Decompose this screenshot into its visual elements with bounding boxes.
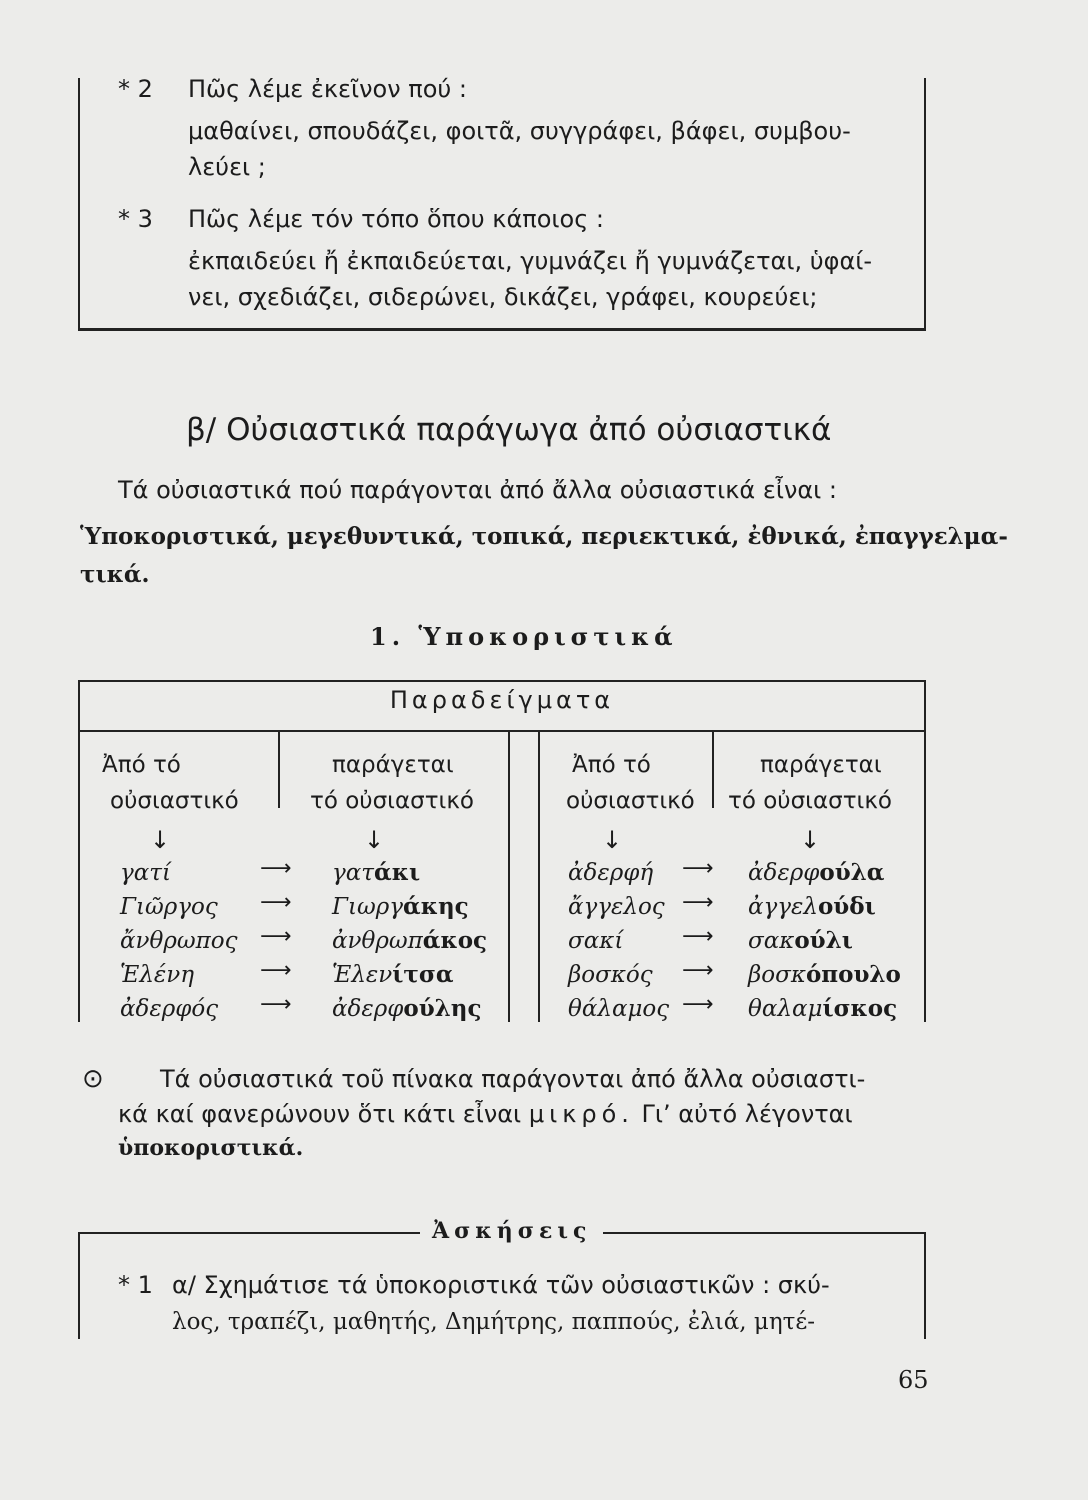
types-line2: τικά.	[80, 561, 150, 588]
left-base-4: ἀδερφός	[120, 996, 219, 1022]
right-arrow-icon: ⟶	[260, 924, 292, 949]
derived-stem: ἀνθρωπ	[332, 928, 423, 954]
derived-suffix: ούλης	[403, 995, 482, 1022]
q3-question: Πῶς λέμε τόν τόπο ὅπου κάποιος :	[188, 205, 605, 233]
header-divider	[80, 730, 924, 732]
derived-stem: θαλαμ	[748, 996, 823, 1022]
left-base-3: Ἑλένη	[120, 962, 195, 988]
down-arrow-icon: ↓	[602, 826, 623, 854]
derived-stem: βοσκ	[748, 962, 806, 988]
types-line1: Ὑποκοριστικά, μεγεθυντικά, τοπικά, περιεκτικά, ἐθνικά, ἐπαγγελμα-	[80, 523, 1008, 550]
derived-stem: ἀγγελ	[748, 894, 818, 920]
left-derived-0	[332, 856, 420, 890]
right-base-3: βοσκός	[568, 962, 653, 988]
derived-suffix: ίσκος	[822, 995, 898, 1022]
ex1-line2: λος, τραπέζι, μαθητής, Δημήτρης, παππούς, ἐλιά, μητέ-	[172, 1309, 816, 1335]
right-derived-1	[748, 890, 876, 924]
right-base-2: σακί	[568, 928, 624, 954]
down-arrow-icon: ↓	[364, 826, 385, 854]
right-arrow-icon: ⟶	[682, 890, 714, 915]
right-arrow-icon: ⟶	[260, 890, 292, 915]
page-number: 65	[898, 1366, 929, 1394]
left-derived-3	[332, 958, 454, 992]
right-arrow-icon: ⟶	[682, 992, 714, 1017]
right-col-from-2: οὐσιαστικό	[566, 788, 695, 814]
right-derived-4	[748, 992, 897, 1026]
derived-suffix: όπουλο	[805, 961, 901, 988]
col-divider-middle	[508, 730, 510, 1022]
right-derived-0	[748, 856, 885, 890]
right-arrow-icon: ⟶	[260, 992, 292, 1017]
right-base-1: ἄγγελος	[568, 894, 665, 920]
left-col-from-1: Ἀπό τό	[102, 752, 181, 778]
col-divider-right	[712, 730, 714, 808]
note-symbol-icon: ⊙	[82, 1064, 104, 1094]
note-line2	[118, 1097, 853, 1131]
down-arrow-icon: ↓	[800, 826, 821, 854]
note-line3: ὑποκοριστικά.	[118, 1135, 304, 1161]
right-derived-2	[748, 924, 853, 958]
derived-suffix: ούδι	[817, 893, 876, 920]
q3-number: * 3	[118, 205, 153, 233]
section-intro: Τά οὐσιαστικά πού παράγονται ἀπό ἄλλα οὐσιαστικά εἶναι :	[118, 476, 838, 504]
derived-suffix: άκος	[422, 927, 488, 954]
derived-stem: ἀδερφ	[748, 860, 820, 886]
left-base-0: γατί	[120, 860, 172, 886]
right-col-derived-2: τό οὐσιαστικό	[728, 788, 892, 814]
derived-stem: σακ	[748, 928, 795, 954]
exercises-title: Ἀσκήσεις	[420, 1218, 603, 1244]
note-line2-start: κά καί φανερώνουν ὅτι κάτι εἶναι	[118, 1100, 522, 1128]
subsection-title: 1. Ὑποκοριστικά	[370, 622, 678, 651]
right-base-0: ἀδερφή	[568, 860, 654, 886]
ex1-line1: α/ Σχημάτισε τά ὑποκοριστικά τῶν οὐσιαστικῶν : σκύ-	[172, 1271, 830, 1299]
derived-suffix: άκης	[403, 893, 469, 920]
left-col-from-2: οὐσιαστικό	[110, 788, 239, 814]
right-arrow-icon: ⟶	[682, 856, 714, 881]
left-col-derived-2: τό οὐσιαστικό	[310, 788, 474, 814]
right-base-4: θάλαμος	[568, 996, 670, 1022]
note-line2-end: Γι’ αὐτό λέγονται	[641, 1100, 853, 1128]
examples-table	[78, 680, 926, 1022]
section-title: β/ Οὐσιαστικά παράγωγα ἀπό οὐσιαστικά	[186, 412, 832, 448]
q2-number: * 2	[118, 75, 153, 103]
left-base-1: Γιῶργος	[120, 894, 218, 920]
note-line2-emphasis: μικρό.	[528, 1100, 634, 1128]
col-divider-middle-2	[538, 730, 540, 1022]
right-arrow-icon: ⟶	[682, 924, 714, 949]
right-col-derived-1: παράγεται	[760, 752, 882, 778]
right-derived-3	[748, 958, 901, 992]
derived-stem: Γιωργ	[332, 894, 403, 920]
q3-line2: ἐκπαιδεύει ἤ ἐκπαιδεύεται, γυμνάζει ἤ γυμνάζεται, ὑφαί-	[188, 247, 873, 275]
derived-suffix: ούλι	[794, 927, 853, 954]
note-line1: Τά οὐσιαστικά τοῦ πίνακα παράγονται ἀπό ἄλλα οὐσιαστι-	[160, 1065, 866, 1093]
q2-line2: μαθαίνει, σπουδάζει, φοιτᾶ, συγγράφει, βάφει, συμβου-	[188, 117, 851, 145]
derived-suffix: ούλα	[819, 859, 885, 886]
left-derived-4	[332, 992, 482, 1026]
left-derived-1	[332, 890, 469, 924]
left-base-2: ἄνθρωπος	[120, 928, 238, 954]
derived-suffix: ίτσα	[392, 961, 454, 988]
ex1-number: * 1	[118, 1271, 153, 1299]
derived-stem: Ἑλεν	[332, 962, 393, 988]
right-arrow-icon: ⟶	[260, 856, 292, 881]
right-col-from-1: Ἀπό τό	[572, 752, 651, 778]
right-arrow-icon: ⟶	[260, 958, 292, 983]
right-arrow-icon: ⟶	[682, 958, 714, 983]
q3-line3: νει, σχεδιάζει, σιδερώνει, δικάζει, γράφει, κουρεύει;	[188, 283, 818, 311]
q2-line3: λεύει ;	[188, 153, 266, 181]
down-arrow-icon: ↓	[150, 826, 171, 854]
derived-stem: γατ	[332, 860, 375, 886]
table-header: Παραδείγματα	[389, 686, 615, 714]
derived-stem: ἀδερφ	[332, 996, 404, 1022]
left-col-derived-1: παράγεται	[332, 752, 454, 778]
derived-suffix: άκι	[374, 859, 421, 886]
q2-question: Πῶς λέμε ἐκεῖνον πού :	[188, 75, 467, 103]
left-derived-2	[332, 924, 487, 958]
